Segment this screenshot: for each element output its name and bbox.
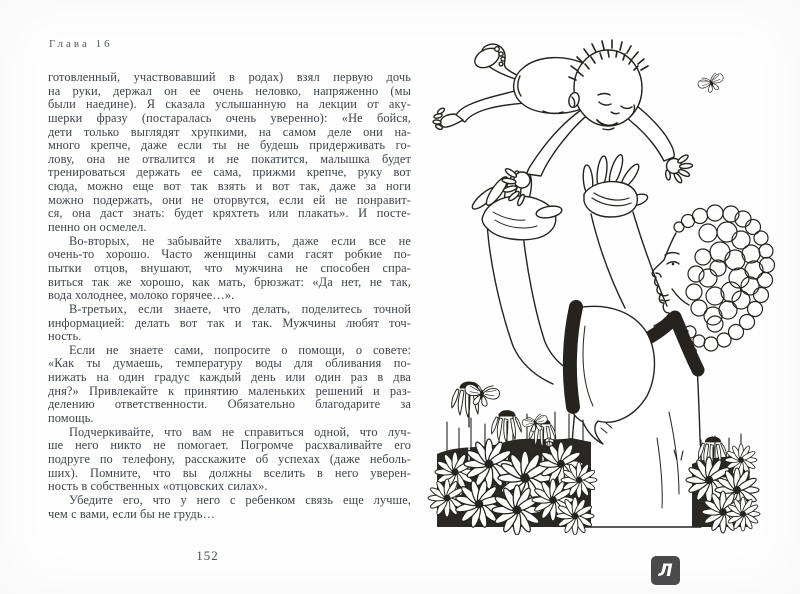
page-number: 152	[196, 548, 219, 563]
text-line: подруге по телефону, расскажите об успехах (даже неболь-	[48, 452, 411, 466]
text-line: вода холоднее, молоко горячее…».	[48, 289, 235, 303]
text-line: ся, она даст знать: будет кряхтеть или плакать». И посте-	[48, 207, 411, 221]
father-baby-line-art	[425, 8, 795, 535]
text-line: Убедите его, что у него с ребенком связь еще лучше,	[69, 493, 411, 507]
chapter-header: Глава 16	[49, 38, 113, 50]
text-line: сюда, можно еще вот так взять и вот так, даже за ноги	[48, 180, 411, 194]
labirint-logo	[651, 556, 680, 585]
text-line: Подчеркивайте, что вам не справиться одной, что луч-	[69, 425, 411, 439]
labirint-logo-letter: Л	[658, 560, 673, 581]
butterfly-top-right	[696, 71, 726, 95]
text-line: В-третьих, если знаете, что делать, поделитесь точной	[69, 302, 411, 316]
text-line: информацией: делать вот так и так. Мужчины любят точ-	[48, 316, 411, 330]
text-line: ше него никто не помогает. Погромче расхваливайте его	[48, 439, 411, 453]
text-line: нижать на один градус каждый день или один раз в два	[48, 371, 411, 385]
text-line: дети только выглядят хрупкими, на самом деле они на-	[48, 125, 411, 139]
text-line: чем с вами, если бы не грудь…	[48, 507, 216, 521]
baby-figure	[433, 40, 693, 206]
text-line: пытки отцов, внушают, что мужчина не способен спра-	[48, 261, 411, 275]
text-line: очень-то хорошо. Часто женщины сами гасят робкие по-	[48, 248, 411, 262]
text-line: на руки, держал он ее очень неловко, напряженно (мы	[48, 84, 411, 98]
text-line: делению ответственности. Обязательно благодарите за	[48, 398, 411, 412]
text-line: пенно он осмелел.	[48, 221, 147, 235]
book-illustration	[425, 8, 795, 535]
text-line: ность.	[48, 330, 82, 344]
text-line: тренироваться держать ее сама, прижми крепче, руку вот	[48, 166, 411, 180]
text-line: виться так же хорошо, как мать, брюзжат: «Да нет, не так,	[48, 275, 411, 289]
text-line: дня?» Привлекайте к принятию маленьких решений и раз-	[48, 384, 411, 398]
text-line: «Как ты думаешь, температуру воды для обливания по-	[48, 357, 411, 371]
text-line: можно подержать, они не оторвутся, если ей не понравит-	[48, 193, 411, 207]
father-right-hand	[582, 153, 649, 217]
text-line: Если не знаете сами, попросите о помощи, о совете:	[69, 343, 411, 357]
text-line: лову, она не отвалится и не покатится, малышка будет	[48, 152, 411, 166]
text-line: много крепче, даже если ты не будешь придерживать го-	[48, 139, 411, 153]
text-line: ность в собственных «отцовских силах».	[48, 480, 268, 494]
text-line: шерки фразу (постаралась очень уверенно): «Не бойся,	[48, 111, 411, 125]
body-text	[48, 71, 411, 521]
text-line: Во-вторых, не забывайте хвалить, даже если все не	[69, 234, 411, 248]
text-line: ших). Помните, что вы должны вселить в него уверен-	[48, 466, 411, 480]
text-line: готовленный, участвовавший в родах) взял первую дочь	[48, 71, 411, 84]
text-line: помощь.	[48, 412, 94, 426]
text-line: были наедине). Я сказала услышанную на лекции от аку-	[48, 98, 411, 112]
